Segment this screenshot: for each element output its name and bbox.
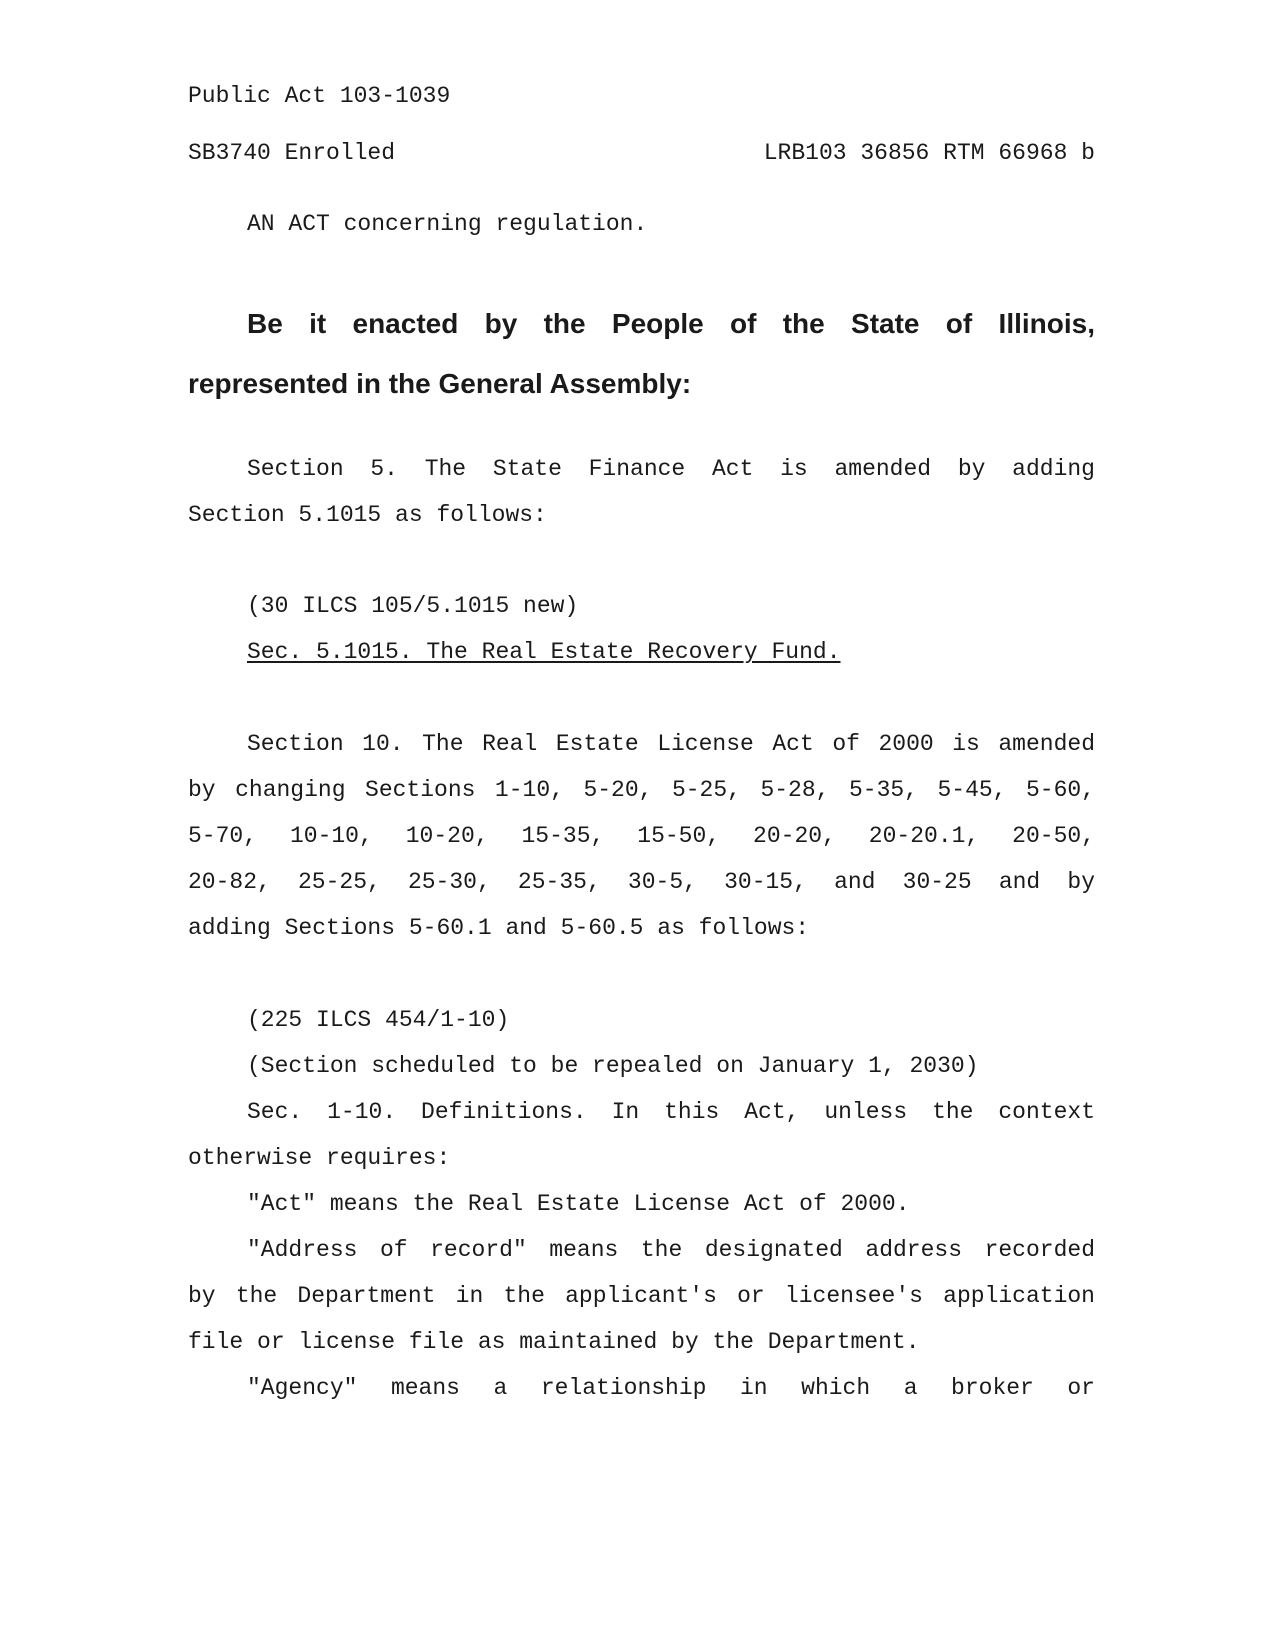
address-definition-line-1: "Address of record" means the designated address recorded xyxy=(247,1237,1095,1263)
section-10-line-4: 20-82, 25-25, 25-30, 25-35, 30-5, 30-15, and 30-25 and by xyxy=(188,869,1095,895)
citation-225-ilcs: (225 ILCS 454/1-10) xyxy=(247,1007,510,1033)
address-definition-line-3: file or license file as maintained by the Department. xyxy=(188,1329,920,1355)
act-title: AN ACT concerning regulation. xyxy=(247,211,648,237)
enacting-clause-line-1: Be it enacted by the People of the State of Illinois, xyxy=(247,308,1095,339)
section-5-line-2: Section 5.1015 as follows: xyxy=(188,502,547,528)
citation-30-ilcs: (30 ILCS 105/5.1015 new) xyxy=(247,593,579,619)
section-5-line-1: Section 5. The State Finance Act is amended by adding xyxy=(247,456,1095,482)
act-definition: "Act" means the Real Estate License Act of 2000. xyxy=(247,1191,910,1217)
section-10-line-5: adding Sections 5-60.1 and 5-60.5 as follows: xyxy=(188,915,810,941)
section-10-line-1: Section 10. The Real Estate License Act of 2000 is amended xyxy=(247,731,1095,757)
repeal-note: (Section scheduled to be repealed on January 1, 2030) xyxy=(247,1053,979,1079)
bill-number: SB3740 Enrolled xyxy=(188,140,396,166)
section-10-line-2: by changing Sections 1-10, 5-20, 5-25, 5-28, 5-35, 5-45, 5-60, xyxy=(188,777,1095,803)
address-definition-line-2: by the Department in the applicant's or licensee's application xyxy=(188,1283,1095,1309)
sec-5-1015-heading: Sec. 5.1015. The Real Estate Recovery Fund. xyxy=(247,639,841,665)
definitions-line-2: otherwise requires: xyxy=(188,1145,451,1171)
section-10-line-3: 5-70, 10-10, 10-20, 15-35, 15-50, 20-20, 20-20.1, 20-50, xyxy=(188,823,1095,849)
agency-definition-line-1: "Agency" means a relationship in which a broker or xyxy=(247,1375,1095,1401)
definitions-line-1: Sec. 1-10. Definitions. In this Act, unless the context xyxy=(247,1099,1095,1125)
lrb-number: LRB103 36856 RTM 66968 b xyxy=(763,140,1095,166)
enacting-clause-line-2: represented in the General Assembly: xyxy=(188,368,692,399)
public-act-number: Public Act 103-1039 xyxy=(188,83,451,109)
